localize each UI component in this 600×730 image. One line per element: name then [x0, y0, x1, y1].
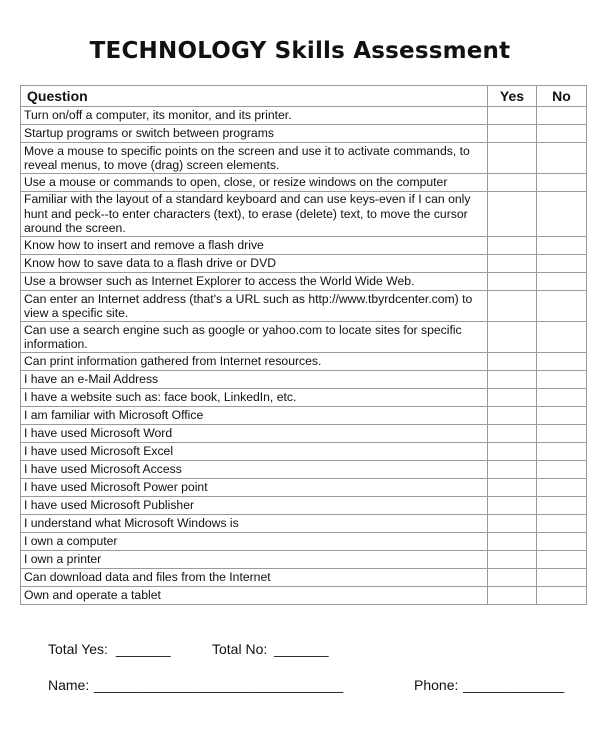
no-answer-cell[interactable] — [537, 515, 587, 533]
yes-answer-cell[interactable] — [488, 371, 537, 389]
no-answer-cell[interactable] — [537, 174, 587, 192]
table-row — [21, 587, 587, 605]
yes-answer-cell[interactable] — [488, 237, 537, 255]
table-row — [21, 461, 587, 479]
yes-answer-cell[interactable] — [488, 273, 537, 291]
yes-answer-cell[interactable] — [488, 551, 537, 569]
yes-answer-cell[interactable] — [488, 107, 537, 125]
yes-answer-cell[interactable] — [488, 407, 537, 425]
question-cell: I own a computer — [21, 533, 488, 551]
table-row — [21, 174, 587, 192]
page-title: TECHNOLOGY Skills Assessment — [89, 38, 511, 64]
table-row — [21, 443, 587, 461]
table-row — [21, 569, 587, 587]
question-cell: Startup programs or switch between programs — [21, 125, 488, 143]
no-answer-cell[interactable] — [537, 497, 587, 515]
question-cell: Own and operate a tablet — [21, 587, 488, 605]
yes-answer-cell[interactable] — [488, 291, 537, 322]
yes-answer-cell[interactable] — [488, 389, 537, 407]
question-cell: Can print information gathered from Internet resources. — [21, 353, 488, 371]
table-row — [21, 389, 587, 407]
no-answer-cell[interactable] — [537, 255, 587, 273]
question-cell: Turn on/off a computer, its monitor, and its printer. — [21, 107, 488, 125]
yes-answer-cell[interactable] — [488, 587, 537, 605]
yes-answer-cell[interactable] — [488, 353, 537, 371]
table-row — [21, 515, 587, 533]
question-cell: I have used Microsoft Power point — [21, 479, 488, 497]
question-cell: Can download data and files from the Internet — [21, 569, 488, 587]
question-cell: Familiar with the layout of a standard keyboard and can use keys-even if I can only hunt and peck--to enter characters (text), to erase (delete) text, to move the cursor around the screen. — [21, 192, 488, 237]
yes-answer-cell[interactable] — [488, 255, 537, 273]
yes-answer-cell[interactable] — [488, 515, 537, 533]
yes-answer-cell[interactable] — [488, 497, 537, 515]
yes-answer-cell[interactable] — [488, 322, 537, 353]
name-label: Name: — [48, 677, 90, 693]
total-yes-field[interactable]: _______ — [116, 641, 171, 657]
no-answer-cell[interactable] — [537, 479, 587, 497]
table-row — [21, 371, 587, 389]
table-row — [21, 107, 587, 125]
table-row — [21, 551, 587, 569]
table-row — [21, 192, 587, 237]
table-row — [21, 425, 587, 443]
no-answer-cell[interactable] — [537, 443, 587, 461]
question-cell: Can use a search engine such as google or yahoo.com to locate sites for specific information. — [21, 322, 488, 353]
no-answer-cell[interactable] — [537, 389, 587, 407]
yes-answer-cell[interactable] — [488, 143, 537, 174]
question-cell: I own a printer — [21, 551, 488, 569]
phone-field[interactable]: _____________ — [463, 677, 565, 693]
total-no-label: Total No: — [212, 641, 268, 657]
yes-answer-cell[interactable] — [488, 533, 537, 551]
table-row — [21, 143, 587, 174]
yes-answer-cell[interactable] — [488, 174, 537, 192]
question-cell: Can enter an Internet address (that's a URL such as http://www.tbyrdcenter.com) to view a specific site. — [21, 291, 488, 322]
question-cell: I have used Microsoft Excel — [21, 443, 488, 461]
question-cell: I have used Microsoft Word — [21, 425, 488, 443]
no-answer-cell[interactable] — [537, 407, 587, 425]
yes-answer-cell[interactable] — [488, 479, 537, 497]
assessment-table — [20, 85, 587, 605]
table-row — [21, 255, 587, 273]
question-cell: I have used Microsoft Access — [21, 461, 488, 479]
table-row — [21, 125, 587, 143]
question-cell: Know how to insert and remove a flash drive — [21, 237, 488, 255]
table-row — [21, 291, 587, 322]
total-yes-label: Total Yes: — [48, 641, 108, 657]
table-row — [21, 237, 587, 255]
question-cell: I have an e-Mail Address — [21, 371, 488, 389]
table-row — [21, 353, 587, 371]
no-answer-cell[interactable] — [537, 371, 587, 389]
no-answer-cell[interactable] — [537, 192, 587, 237]
table-row — [21, 407, 587, 425]
total-no-field[interactable]: _______ — [274, 641, 329, 657]
yes-answer-cell[interactable] — [488, 569, 537, 587]
no-answer-cell[interactable] — [537, 273, 587, 291]
no-answer-cell[interactable] — [537, 291, 587, 322]
no-answer-cell[interactable] — [537, 107, 587, 125]
no-answer-cell[interactable] — [537, 587, 587, 605]
question-cell: Know how to save data to a flash drive or DVD — [21, 255, 488, 273]
no-answer-cell[interactable] — [537, 322, 587, 353]
question-cell: Move a mouse to specific points on the screen and use it to activate commands, to reveal menus, to move (drag) screen elements. — [21, 143, 488, 174]
no-answer-cell[interactable] — [537, 461, 587, 479]
yes-answer-cell[interactable] — [488, 192, 537, 237]
no-column-header: No — [537, 86, 587, 107]
yes-answer-cell[interactable] — [488, 425, 537, 443]
question-cell: I have used Microsoft Publisher — [21, 497, 488, 515]
no-answer-cell[interactable] — [537, 353, 587, 371]
question-cell: Use a browser such as Internet Explorer to access the World Wide Web. — [21, 273, 488, 291]
question-cell: Use a mouse or commands to open, close, or resize windows on the computer — [21, 174, 488, 192]
no-answer-cell[interactable] — [537, 425, 587, 443]
no-answer-cell[interactable] — [537, 569, 587, 587]
question-cell: I have a website such as: face book, LinkedIn, etc. — [21, 389, 488, 407]
no-answer-cell[interactable] — [537, 551, 587, 569]
table-row — [21, 533, 587, 551]
question-column-header: Question — [21, 86, 488, 107]
question-cell: I am familiar with Microsoft Office — [21, 407, 488, 425]
no-answer-cell[interactable] — [537, 237, 587, 255]
yes-answer-cell[interactable] — [488, 461, 537, 479]
no-answer-cell[interactable] — [537, 533, 587, 551]
no-answer-cell[interactable] — [537, 143, 587, 174]
name-field[interactable]: ________________________________ — [94, 677, 344, 693]
yes-answer-cell[interactable] — [488, 125, 537, 143]
table-header-row — [21, 86, 587, 107]
table-row — [21, 322, 587, 353]
no-answer-cell[interactable] — [537, 125, 587, 143]
table-row — [21, 273, 587, 291]
phone-label: Phone: — [414, 677, 459, 693]
question-cell: I understand what Microsoft Windows is — [21, 515, 488, 533]
table-row — [21, 497, 587, 515]
table-row — [21, 479, 587, 497]
yes-column-header: Yes — [488, 86, 537, 107]
yes-answer-cell[interactable] — [488, 443, 537, 461]
